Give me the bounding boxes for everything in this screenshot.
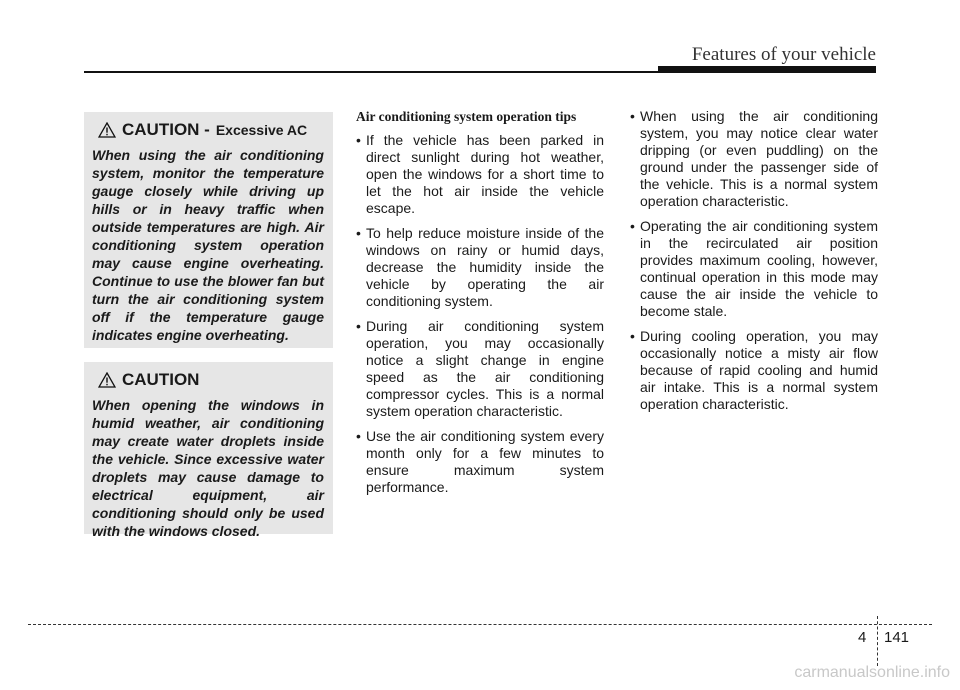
caution-label: CAUTION xyxy=(122,370,200,389)
tips-column-2 xyxy=(630,108,878,421)
tips-column-1 xyxy=(356,108,604,504)
header-rule-accent xyxy=(658,66,876,73)
footer-rule xyxy=(28,624,932,625)
warning-triangle-icon xyxy=(98,372,116,388)
page-number: 141 xyxy=(884,629,910,646)
caution-title xyxy=(98,120,324,140)
section-heading: Air conditioning system operation tips xyxy=(356,109,577,124)
caution-title xyxy=(98,370,324,390)
chapter-number: 4 xyxy=(858,629,867,646)
list-item: • If the vehicle has been parked in direct sunlight during hot weather, open the windows for a short time to let the hot air inside the vehicle escape. xyxy=(356,132,604,217)
list-item: • During air conditioning system operation, you may occasionally notice a slight change in engine speed as the air conditioning compressor cycles. This is a normal system operation characteristic. xyxy=(356,318,604,420)
caution-box-windows xyxy=(84,362,333,539)
warning-triangle-icon xyxy=(98,122,116,138)
tips-list xyxy=(356,132,604,496)
caution-box-excessive-ac xyxy=(84,112,333,348)
caution-label: CAUTION - xyxy=(122,120,210,139)
caution-body: When opening the windows in humid weather, air conditioning may create water droplets inside the vehicle. Since excessive water droplets may cause damage to electrical equipment, air conditioning should only be used with the windows closed. xyxy=(92,397,324,539)
list-item: • To help reduce moisture inside of the windows on rainy or humid days, decrease the humidity inside the vehicle by operating the air conditioning system. xyxy=(356,225,604,310)
page-header-title: Features of your vehicle xyxy=(691,44,876,65)
list-item: • Operating the air conditioning system in the recirculated air position provides maximum cooling, however, continual operation in this mode may cause the air inside the vehicle to become stale. xyxy=(630,218,878,320)
tips-list xyxy=(630,108,878,413)
caution-body: When using the air conditioning system, monitor the temperature gauge closely while driving up hills or in heavy traffic when outside temperatures are high. Air conditioning system operation may cause engine overheating. Continue to use the blower fan but turn the air conditioning system off if the temperature gauge indicates engine overheating. xyxy=(92,147,324,343)
list-item: • When using the air conditioning system, you may notice clear water dripping (or even puddling) on the ground under the passenger side of the vehicle. This is a normal system operation characteristic. xyxy=(630,108,878,210)
list-item: • Use the air conditioning system every month only for a few minutes to ensure maximum system performance. xyxy=(356,428,604,496)
watermark: carmanualsonline.info xyxy=(794,664,950,681)
list-item: • During cooling operation, you may occasionally notice a misty air flow because of rapid cooling and humid air intake. This is a normal system operation characteristic. xyxy=(630,328,878,413)
caution-subtitle: Excessive AC xyxy=(215,122,308,138)
footer-divider xyxy=(877,616,878,666)
